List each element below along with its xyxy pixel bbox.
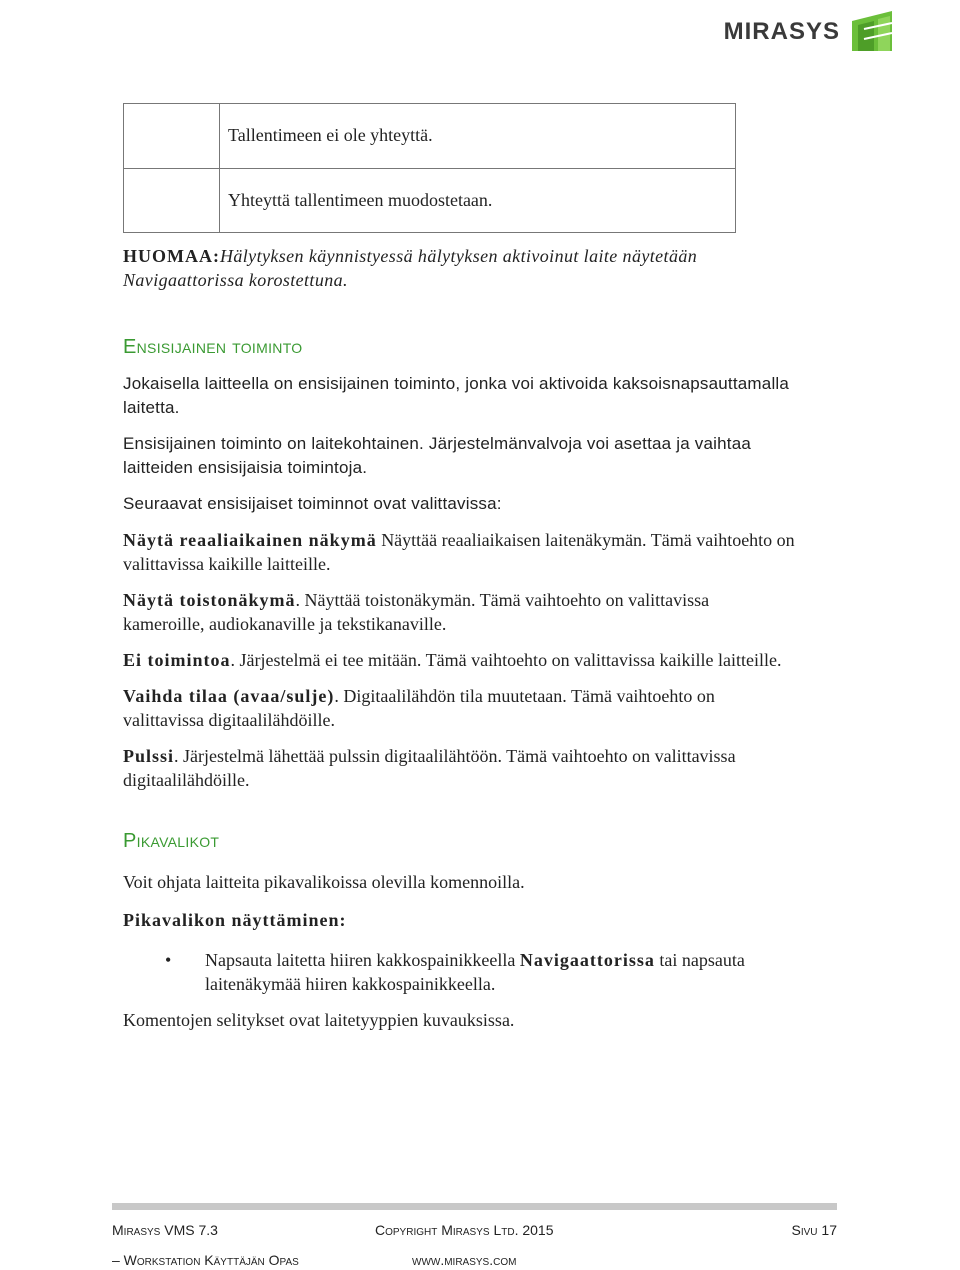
bullet-text-post: tai napsauta laitenäkymää hiiren kakkospainikkeella.: [205, 950, 745, 994]
context-menu-subheading: Pikavalikon näyttäminen:: [123, 910, 347, 930]
footer-url: www.mirasys.com: [412, 1252, 517, 1268]
page-footer: [112, 1222, 837, 1270]
status-text: Tallentimeen ei ole yhteyttä.: [220, 104, 736, 169]
option-desc: . Järjestelmä lähettää pulssin digitaalilähtöön. Tämä vaihtoehto on valittavissa digitaalilähdöille.: [123, 746, 736, 790]
status-text: Yhteyttä tallentimeen muodostetaan.: [220, 168, 736, 233]
primary-action-device-specific: Ensisijainen toiminto on laitekohtainen. Järjestelmänvalvoja voi asettaa ja vaihtaa laitteiden ensisijaisia toimintoja.: [123, 434, 752, 477]
footer-copyright: Copyright Mirasys Ltd. 2015: [375, 1222, 554, 1238]
commands-note: Komentojen selitykset ovat laitetyyppien kuvauksissa.: [123, 1010, 515, 1030]
status-table: [123, 103, 736, 233]
primary-action-options-intro: Seuraavat ensisijaiset toiminnot ovat valittavissa:: [123, 494, 502, 513]
bullet-text-bold: Navigaattorissa: [519, 950, 655, 970]
document-body: [123, 244, 843, 1032]
option-term: Pulssi: [123, 746, 175, 766]
option-pulse: [123, 744, 813, 792]
context-menu-intro: Voit ohjata laitteita pikavalikoissa olevilla komennoilla.: [123, 872, 525, 892]
logo-text: MIRASYS: [723, 18, 840, 45]
bullet-icon: •: [165, 950, 172, 970]
note-paragraph: [123, 244, 843, 292]
option-term: Ei toimintoa: [123, 650, 231, 670]
primary-action-intro: Jokaisella laitteella on ensisijainen toiminto, jonka voi aktivoida kaksoisnapsauttamalla laitetta.: [123, 374, 790, 417]
list-item: [123, 948, 825, 996]
option-term: Näytä toistonäkymä: [123, 590, 296, 610]
option-playback-view: [123, 588, 763, 636]
note-label: HUOMAA:: [123, 246, 220, 266]
option-no-action: [123, 648, 813, 672]
note-text-line1: Hälytyksen käynnistyessä hälytyksen aktivoinut laite näytetään: [219, 246, 698, 266]
option-desc: . Digitaalilähdön tila muutetaan. Tämä vaihtoehto on valittavissa digitaalilähdöille.: [123, 686, 715, 730]
footer-guide-title: – Workstation Käyttäjän Opas: [112, 1252, 299, 1268]
status-icon-cell: [124, 168, 220, 233]
footer-product: Mirasys VMS 7.3: [112, 1222, 218, 1238]
option-desc: Näyttää reaaliaikaisen laitenäkymän. Tämä vaihtoehto on valittavissa kaikille laitteille.: [123, 530, 795, 574]
footer-divider: [112, 1203, 837, 1210]
mirasys-logo: [724, 6, 900, 58]
note-text-line2: Navigaattorissa korostettuna.: [123, 270, 348, 290]
section-heading-context-menus: Pikavalikot: [123, 830, 220, 852]
footer-page-number: Sivu 17: [791, 1222, 837, 1238]
option-desc: . Näyttää toistonäkymän. Tämä vaihtoehto on valittavissa kameroille, audiokanaville ja tekstikanaville.: [123, 590, 710, 634]
status-icon-cell: [124, 104, 220, 169]
option-term: Näytä reaaliaikainen näkymä: [123, 530, 377, 550]
table-row: [124, 168, 736, 233]
option-live-view: [123, 528, 823, 576]
option-desc: . Järjestelmä ei tee mitään. Tämä vaihtoehto on valittavissa kaikille laitteille.: [230, 650, 782, 670]
option-toggle-state: [123, 684, 763, 732]
logo-mark-icon: [844, 7, 900, 57]
section-heading-primary-action: Ensisijainen toiminto: [123, 336, 303, 358]
table-row: [124, 104, 736, 169]
option-term: Vaihda tilaa (avaa/sulje): [123, 686, 335, 706]
bullet-text-pre: Napsauta laitetta hiiren kakkospainikkeella: [205, 950, 520, 970]
